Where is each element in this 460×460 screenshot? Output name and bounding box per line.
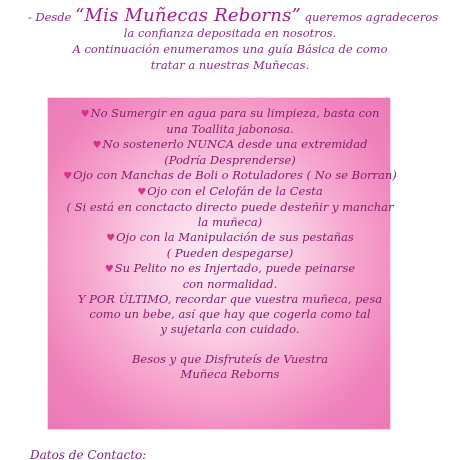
heart-icon: ♥: [92, 140, 102, 151]
care-rule-line: [0, 261, 460, 277]
care-rule-text: No Sumergir en agua para su limpieza, basta con: [90, 106, 380, 120]
intro-line-2: la confianza depositada en nosotros.: [123, 26, 337, 40]
care-rule-text: ( Si está en conctacto directo puede desteñir y manchar: [66, 200, 394, 214]
care-rule-text: No sostenerlo NUNCA desde una extremidad: [102, 137, 368, 151]
care-rules-list: [0, 106, 460, 382]
care-rule-text: ( Pueden despegarse): [166, 246, 294, 260]
care-rule-line: [0, 106, 460, 122]
intro-suffix: queremos agradeceros: [304, 10, 439, 24]
heart-icon: ♥: [106, 233, 116, 244]
intro-line-3: A continuación enumeramos una guía Básica de como: [72, 42, 388, 56]
care-rule-text: Ojo con el Celofán de la Cesta: [147, 184, 323, 198]
care-rule-line: [0, 215, 460, 230]
care-rule-line: [0, 292, 460, 307]
hearts-wreath-decoration: [290, 432, 425, 460]
care-rule-text: Besos y que Disfruteís de Vuestra: [131, 352, 329, 366]
care-rule-text: la muñeca): [197, 215, 263, 229]
care-rule-line: [0, 184, 460, 200]
intro-text: [0, 5, 460, 73]
contact-heading: Datos de Contacto:: [30, 448, 147, 460]
intro-prefix: - Desde: [27, 10, 72, 24]
care-rule-text: con normalidad.: [182, 277, 278, 291]
care-rule-line: [0, 246, 460, 261]
care-rule-line: [0, 122, 460, 137]
care-rule-line: [0, 307, 460, 322]
care-rule-text: Ojo con Manchas de Boli o Rotuladores ( No se Borran): [73, 168, 397, 182]
care-rule-line: [0, 230, 460, 246]
care-rule-text: Ojo con la Manipulación de sus pestañas: [116, 230, 354, 244]
care-rule-text: y sujetarla con cuidado.: [160, 322, 300, 336]
heart-icon: ♥: [104, 264, 114, 275]
care-rule-line: [0, 367, 460, 382]
care-rule-text: Su Pelito no es Injertado, puede peinarse: [114, 261, 356, 275]
care-rule-line: [0, 352, 460, 367]
rules-spacer: [0, 337, 460, 352]
heart-icon: ♥: [137, 187, 147, 198]
intro-line-1: [6, 5, 460, 26]
brand-name: “Mis Muñecas Reborns”: [75, 5, 301, 26]
care-rule-line: [0, 137, 460, 153]
care-rule-line: [0, 168, 460, 184]
care-rule-text: como un bebe, así que hay que cogerla como tal: [89, 307, 371, 321]
care-rule-text: (Podría Desprenderse): [164, 153, 296, 167]
care-rule-line: [0, 200, 460, 215]
care-rule-text: una Toallita jabonosa.: [166, 122, 294, 136]
heart-icon: ♥: [63, 171, 73, 182]
care-rule-line: [0, 153, 460, 168]
care-rule-line: [0, 277, 460, 292]
care-rule-text: Muñeca Reborns: [180, 367, 280, 381]
care-rule-line: [0, 322, 460, 337]
heart-icon: ♥: [80, 109, 90, 120]
care-rule-text: Y POR ÚLTIMO, recordar que vuestra muñeca, pesa: [77, 292, 383, 306]
intro-line-4: tratar a nuestras Muñecas.: [150, 58, 310, 72]
